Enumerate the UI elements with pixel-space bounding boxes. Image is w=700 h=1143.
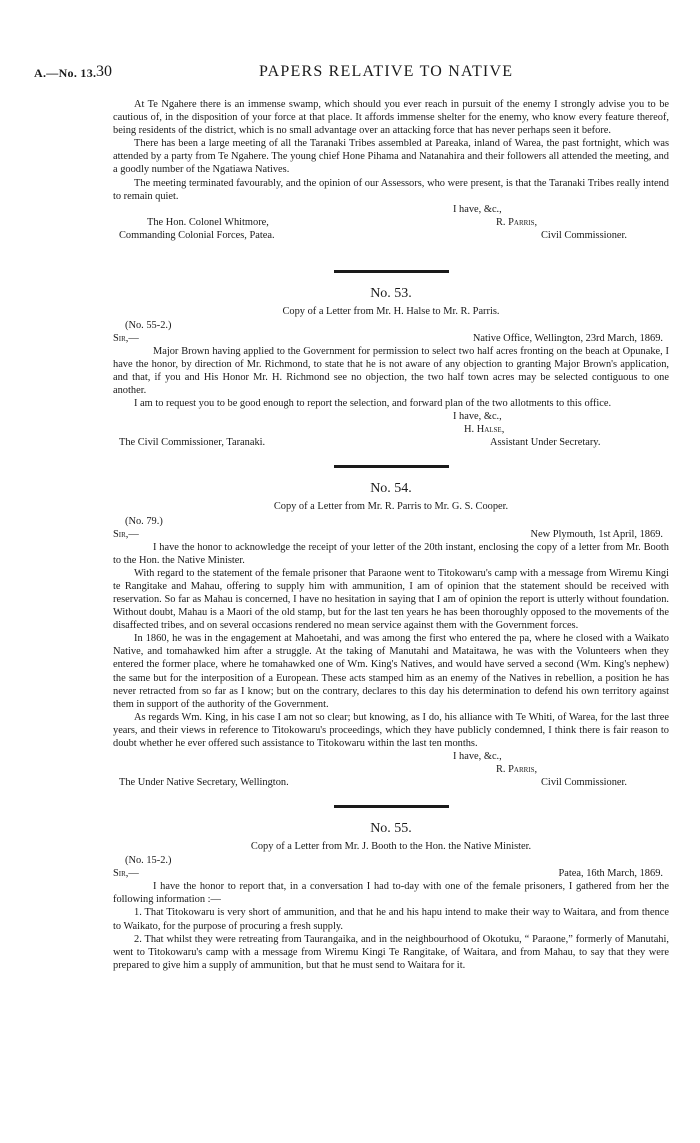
- addressee: The Under Native Secretary, Wellington.: [119, 777, 289, 789]
- signer-title: Civil Commissioner.: [541, 777, 628, 789]
- running-title: PAPERS RELATIVE TO NATIVE: [259, 63, 514, 80]
- letter-number: No. 55.: [370, 821, 412, 837]
- paragraph: 1. That Titokowaru is very short of ammunition, and that he and his hapu intend to make their way to Waitara, and from thence to Waikato, for the purpose of procuring a fresh supply.: [113, 907, 669, 932]
- page-content: [113, 98, 669, 972]
- letter-ref: (No. 55-2.): [125, 319, 172, 331]
- paragraph: Major Brown having applied to the Government for permission to select two half acres fronting on the beach at Opunake, I have the honor, by direction of Mr. Richmond, to state that he is not aware of any objection to granting Major Brown's application, and that, if you and His Honor Mr. H. Richmond see no objection, the two half town acres may be selected contiguous to one another.: [113, 345, 669, 397]
- dateline: New Plymouth, 1st April, 1869.: [530, 528, 663, 540]
- letter-title: Copy of a Letter from Mr. J. Booth to the Hon. the Native Minister.: [250, 841, 532, 853]
- letter-ref: (No. 79.): [125, 515, 163, 527]
- section-divider: [334, 465, 449, 468]
- paragraph: I have the honor to acknowledge the receipt of your letter of the 20th instant, enclosing the copy of a letter from Mr. Booth to the Hon. the Native Minister.: [113, 541, 669, 566]
- section-divider: [334, 805, 449, 808]
- salutation: Sir,—: [113, 528, 139, 540]
- paragraph: As regards Wm. King, in his case I am not so clear; but knowing, as I do, his alliance with Te Whiti, of Warea, for the last three years, and their views in reference to Titokowaru's proceedings, which they have publicly condemned, I think there is fair reason to doubt whether he ever offered such assistance to Titokowaru within the last ten months.: [113, 711, 669, 749]
- closing: I have, &c.,: [453, 751, 502, 763]
- paragraph: In 1860, he was in the engagement at Mahoetahi, and was among the first who entered the pa, where he closed with a Waikato Native, and tomahawked him after a struggle. At the taking of Manutahi and Mataitawa, he was with the Volunteers when they entered the former place, where he tomahawked one of Wm. King's Natives, and would have served a second (Wm. King's nephew) the same but for the interposition of a European. These acts stamped him as an enemy of the Natives in rebellion, a position he has never retracted from so far as I know; but on the contrary, declares to this day his determination to defend his own territory against them in support of the authority of the Government.: [113, 633, 669, 710]
- section-divider: [334, 270, 449, 273]
- paragraph: There has been a large meeting of all the Taranaki Tribes assembled at Pareaka, inland of Warea, the past fortnight, which was attended by a party from Te Ngahere. The young chief Hone Pihama and Natanahira and their followers all attended the meeting, and a goodly number of the Ngatiawa Natives.: [113, 138, 669, 176]
- signer: R. Parris,: [496, 216, 538, 228]
- addressee: The Civil Commissioner, Taranaki.: [119, 437, 266, 449]
- salutation-line: [113, 867, 669, 880]
- salutation: Sir,—: [113, 332, 139, 344]
- paragraph: At Te Ngahere there is an immense swamp, which should you ever reach in pursuit of the enemy I strongly advise you to be cautious of, in the disposition of your force at that place. It affords immense shelter for the enemy, who know every feature thereof, being residents of the district, which is no small advantage over an attacking force that has never perhaps seen it before.: [113, 99, 669, 137]
- addressee: Commanding Colonial Forces, Patea.: [119, 229, 275, 241]
- letter-ref: (No. 15-2.): [125, 855, 172, 867]
- paragraph: I am to request you to be good enough to report the selection, and forward plan of the two allotments to this office.: [134, 398, 612, 410]
- page-header: [34, 63, 674, 86]
- closing: I have, &c.,: [453, 203, 502, 215]
- signer: R. Parris,: [496, 764, 538, 776]
- paragraph: I have the honor to report that, in a conversation I had to-day with one of the female prisoners, I gathered from her the following information :—: [113, 881, 669, 906]
- page-number: 30: [96, 63, 112, 80]
- letter-title: Copy of a Letter from Mr. H. Halse to Mr. R. Parris.: [282, 305, 500, 317]
- paragraph: With regard to the statement of the female prisoner that Paraone went to Titokowaru's camp with a message from Wiremu Kingi te Rangitake and Mahau, offering to supply him with ammunition, I am of opinion that the statement should be received with reservation. So far as Mahau is concerned, I have no hesitation in saying that I am of opinion the report is utterly without foundation. Without doubt, Mahau is a Maori of the old stamp, but for the last ten years he has been thoroughly opposed to the movements of the disaffected tribes, and on several occasions rendered no mean service against them with the Government forces.: [113, 567, 669, 632]
- letter-title: Copy of a Letter from Mr. R. Parris to Mr. G. S. Cooper.: [273, 501, 509, 513]
- signature-block: [113, 410, 669, 450]
- salutation: Sir,—: [113, 868, 139, 880]
- salutation-line: [113, 528, 669, 541]
- signer-title: Assistant Under Secretary.: [490, 437, 601, 449]
- letter-number: No. 53.: [370, 285, 412, 301]
- signature-block: [113, 203, 669, 255]
- document-reference: A.—No. 13.: [34, 66, 97, 80]
- closing: I have, &c.,: [453, 411, 502, 423]
- signer-title: Civil Commissioner.: [541, 229, 628, 241]
- paragraph: 2. That whilst they were retreating from Taurangaika, and in the neighbourhood of Okotuku, “ Paraone,” formerly of Manutahi, went to Titokowaru's camp with a message from Wiremu Kingi Te Rangitake, of Waitara, and from Mahau, to say that they were prepared to give him a supply of ammunition, but that he must send to Waitara for it.: [113, 933, 669, 971]
- addressee: The Hon. Colonel Whitmore,: [147, 216, 269, 228]
- salutation-line: [113, 332, 669, 345]
- letter-number: No. 54.: [370, 481, 412, 497]
- signature-block: [113, 750, 669, 790]
- signer: H. Halse,: [464, 424, 505, 436]
- dateline: Patea, 16th March, 1869.: [558, 868, 663, 880]
- dateline: Native Office, Wellington, 23rd March, 1869.: [472, 332, 663, 344]
- paragraph: The meeting terminated favourably, and the opinion of our Assessors, who were present, is that the Taranaki Tribes really intend to remain quiet.: [113, 177, 669, 202]
